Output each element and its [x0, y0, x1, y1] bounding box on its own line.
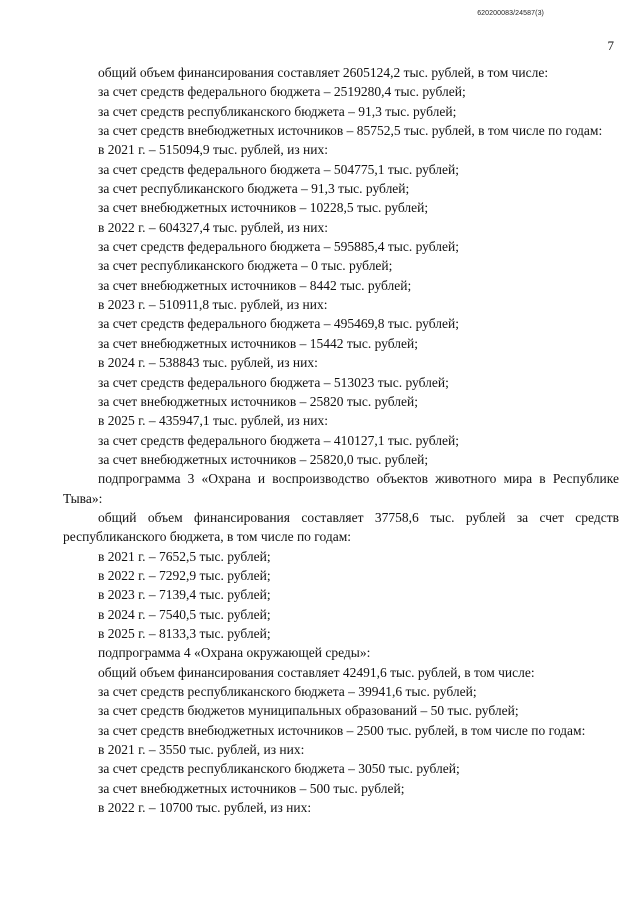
paragraph: за счет средств республиканского бюджета – 3050 тыс. рублей;: [98, 761, 460, 777]
paragraph: за счет средств бюджетов муниципальных образований – 50 тыс. рублей;: [98, 703, 519, 719]
paragraph: за счет средств республиканского бюджета – 91,3 тыс. рублей;: [98, 103, 457, 119]
paragraph: за счет средств федерального бюджета – 513023 тыс. рублей;: [98, 374, 449, 390]
paragraph: в 2025 г. – 435947,1 тыс. рублей, из них:: [98, 413, 328, 429]
paragraph: в 2023 г. – 510911,8 тыс. рублей, из них:: [98, 297, 328, 313]
paragraph: общий объем финансирования составляет 2605124,2 тыс. рублей, в том числе:: [98, 65, 549, 80]
paragraph: в 2024 г. – 7540,5 тыс. рублей;: [98, 606, 271, 622]
paragraph: за счет внебюджетных источников – 10228,5 тыс. рублей;: [98, 200, 429, 216]
paragraph: за счет средств внебюджетных источников – 2500 тыс. рублей, в том числе по годам:: [98, 722, 586, 738]
document-registration-number: 620200083/24587(3): [477, 10, 544, 17]
paragraph: за счет средств федерального бюджета – 495469,8 тыс. рублей;: [98, 316, 459, 332]
paragraph: в 2021 г. – 7652,5 тыс. рублей;: [98, 548, 271, 564]
paragraph: за счет средств федерального бюджета – 504775,1 тыс. рублей;: [98, 161, 459, 177]
paragraph: в 2021 г. – 515094,9 тыс. рублей, из них:: [98, 142, 328, 158]
paragraph: в 2023 г. – 7139,4 тыс. рублей;: [98, 587, 271, 603]
paragraph: за счет республиканского бюджета – 0 тыс. рублей;: [98, 258, 393, 274]
paragraph: за счет внебюджетных источников – 15442 тыс. рублей;: [98, 335, 418, 351]
paragraph: за счет средств федерального бюджета – 2519280,4 тыс. рублей;: [98, 84, 466, 100]
paragraph: за счет средств федерального бюджета – 595885,4 тыс. рублей;: [98, 239, 459, 255]
paragraph: за счет средств внебюджетных источников – 85752,5 тыс. рублей, в том числе по годам:: [98, 123, 603, 139]
paragraph: общий объем финансирования составляет 42491,6 тыс. рублей, в том числе:: [98, 664, 535, 680]
paragraph: в 2025 г. – 8133,3 тыс. рублей;: [98, 625, 271, 641]
paragraph: за счет средств республиканского бюджета – 39941,6 тыс. рублей;: [98, 684, 477, 699]
paragraph: подпрограмма 4 «Охрана окружающей среды»:: [98, 645, 371, 661]
paragraph: подпрограмма 3 «Охрана и воспроизводство объектов животного мира в Республике Тыва»:: [63, 471, 619, 506]
paragraph: общий объем финансирования составляет 37758,6 тыс. рублей за счет средств республиканского бюджета, в том числе по годам:: [63, 509, 619, 545]
paragraph: в 2024 г. – 538843 тыс. рублей, из них:: [98, 355, 318, 371]
document-body: [63, 63, 619, 817]
paragraph: за счет внебюджетных источников – 25820,0 тыс. рублей;: [98, 451, 429, 467]
paragraph: за счет внебюджетных источников – 25820 тыс. рублей;: [98, 393, 418, 409]
paragraph: за счет внебюджетных источников – 500 тыс. рублей;: [98, 780, 405, 796]
page-number: 7: [607, 38, 614, 53]
paragraph: за счет внебюджетных источников – 8442 тыс. рублей;: [98, 277, 412, 293]
paragraph: в 2022 г. – 10700 тыс. рублей, из них:: [98, 800, 312, 816]
paragraph: в 2022 г. – 7292,9 тыс. рублей;: [98, 567, 271, 583]
paragraph: за счет республиканского бюджета – 91,3 тыс. рублей;: [98, 181, 410, 197]
paragraph: за счет средств федерального бюджета – 410127,1 тыс. рублей;: [98, 432, 459, 448]
paragraph: в 2022 г. – 604327,4 тыс. рублей, из них:: [98, 219, 328, 235]
paragraph: в 2021 г. – 3550 тыс. рублей, из них:: [98, 742, 305, 758]
